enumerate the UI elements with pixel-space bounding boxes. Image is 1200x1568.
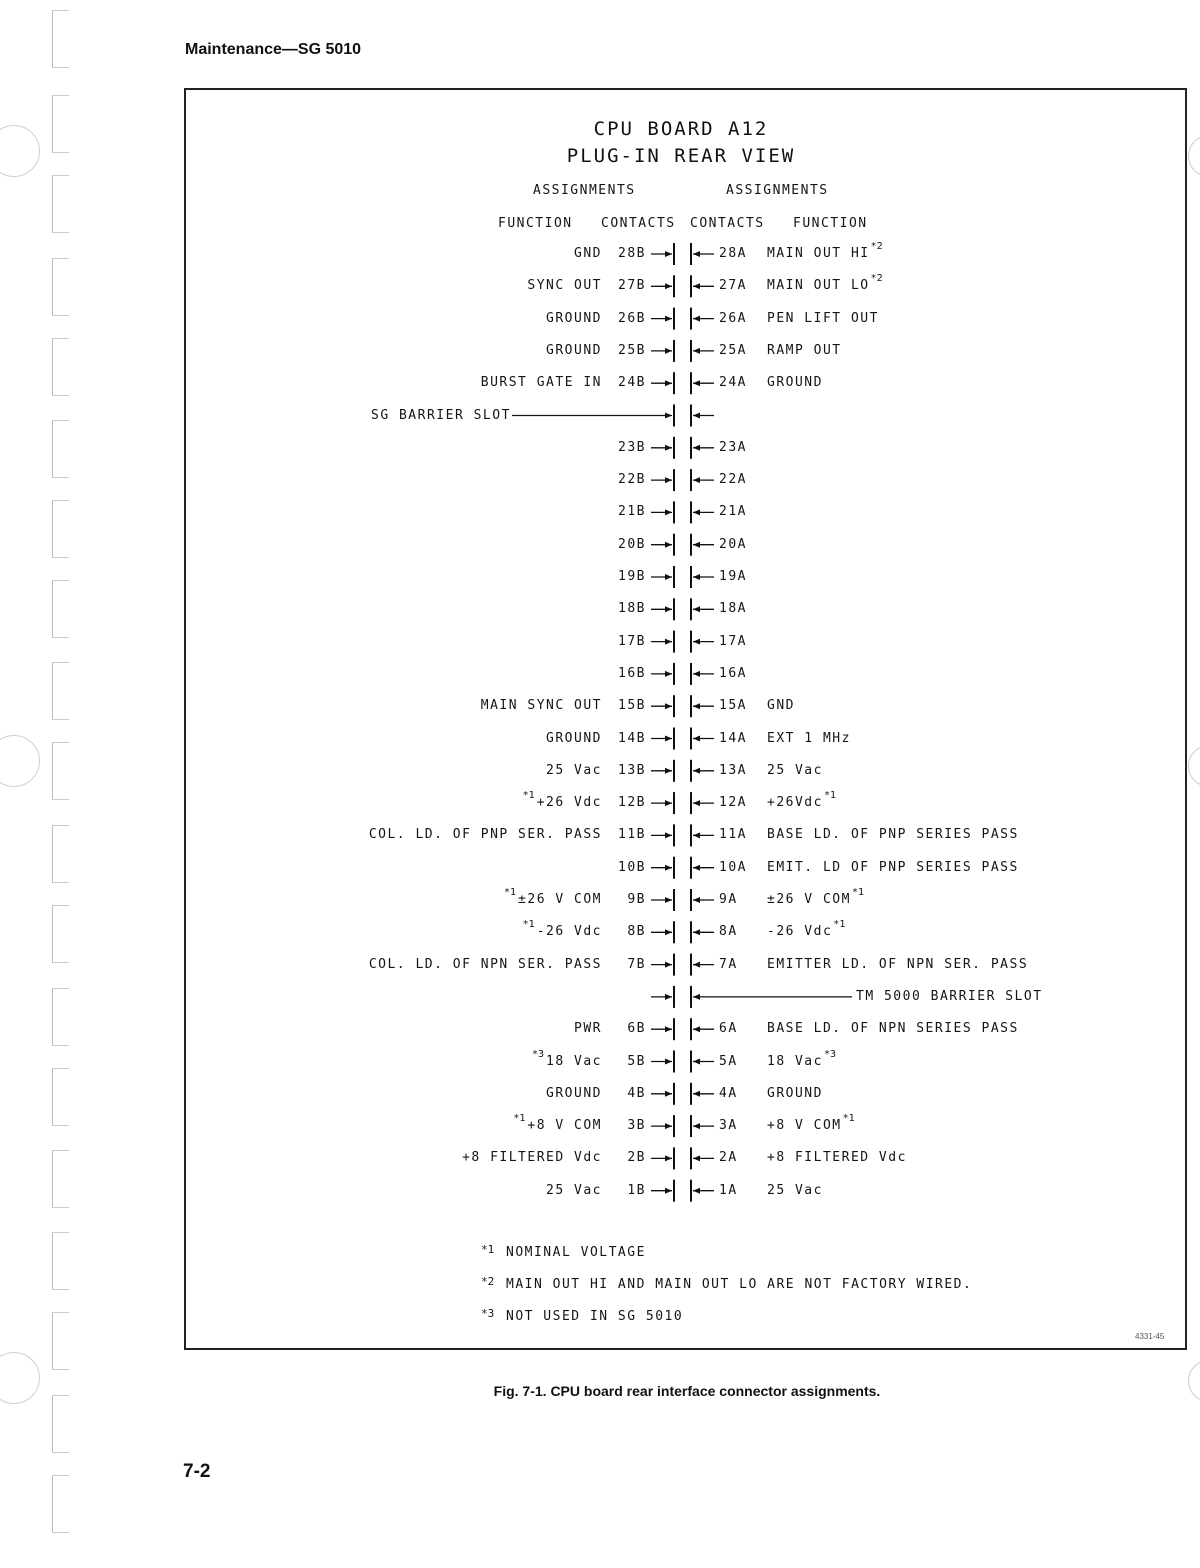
- left-function-label: GROUND: [546, 310, 602, 326]
- right-function-label: GND: [767, 698, 795, 714]
- right-function-label: 18 Vac: [767, 1053, 823, 1069]
- figure-id: 4331-45: [1135, 1332, 1165, 1341]
- left-contact-label: 28B: [618, 246, 646, 261]
- footnote-text: NOT USED IN SG 5010: [506, 1309, 684, 1324]
- right-function-label: EXT 1 MHz: [767, 730, 851, 746]
- right-contact-label: 7A: [719, 956, 738, 972]
- left-arrowhead: [665, 283, 672, 289]
- right-footnote-mark: *1: [842, 1113, 855, 1125]
- right-contact-label: 21A: [719, 504, 747, 520]
- right-arrowhead: [693, 1188, 700, 1194]
- left-arrowhead: [665, 736, 672, 742]
- right-footnote-mark: *1: [833, 919, 846, 931]
- right-arrowhead: [693, 509, 700, 515]
- right-arrowhead: [693, 897, 700, 903]
- left-contact-label: 20B: [618, 536, 646, 552]
- right-arrowhead: [693, 477, 700, 483]
- left-arrowhead: [665, 671, 672, 677]
- right-function-label: MAIN OUT LO: [767, 278, 870, 294]
- left-contact-label: 10B: [618, 859, 646, 875]
- left-function-label: +8 V COM: [527, 1118, 602, 1134]
- footnote-mark: *3: [481, 1307, 495, 1320]
- left-contact-label: 11B: [618, 827, 646, 843]
- left-contact-label: 27B: [618, 278, 646, 294]
- right-function-label: +8 V COM: [767, 1118, 842, 1134]
- left-contact-label: 13B: [618, 762, 646, 778]
- right-function-header: FUNCTION: [793, 216, 868, 231]
- left-contact-label: 2B: [627, 1150, 646, 1166]
- left-function-label: -26 Vdc: [536, 924, 602, 940]
- left-contact-label: 6B: [627, 1021, 646, 1037]
- left-arrowhead: [665, 962, 672, 968]
- left-arrowhead: [665, 703, 672, 709]
- right-arrowhead: [693, 994, 700, 1000]
- left-arrowhead: [665, 477, 672, 483]
- left-function-label: COL. LD. OF PNP SER. PASS: [368, 827, 602, 843]
- right-footnote-mark: *3: [823, 1048, 837, 1060]
- left-arrowhead: [665, 1059, 672, 1065]
- left-arrowhead: [665, 1091, 672, 1097]
- footnote-mark: *1: [481, 1243, 495, 1256]
- left-function-label: PWR: [574, 1021, 602, 1037]
- right-contact-label: 19A: [719, 569, 747, 584]
- left-arrowhead: [665, 413, 672, 419]
- left-arrowhead: [665, 606, 672, 612]
- left-arrowhead: [665, 509, 672, 515]
- right-arrowhead: [693, 1155, 700, 1161]
- left-function-label: GROUND: [546, 1085, 602, 1101]
- sg-barrier-slot-label: SG BARRIER SLOT: [371, 407, 511, 423]
- right-arrowhead: [693, 251, 700, 257]
- left-contact-label: 9B: [627, 892, 646, 907]
- right-contact-label: 23A: [719, 439, 747, 455]
- right-function-label: GROUND: [767, 1085, 823, 1101]
- right-contact-label: 25A: [719, 342, 747, 358]
- right-function-label: EMITTER LD. OF NPN SER. PASS: [767, 956, 1029, 972]
- right-arrowhead: [693, 800, 700, 806]
- right-function-label: 25 Vac: [767, 1182, 823, 1198]
- right-function-label: PEN LIFT OUT: [767, 310, 879, 326]
- left-arrowhead: [665, 1026, 672, 1032]
- right-contact-label: 3A: [719, 1118, 738, 1134]
- right-contact-label: 12A: [719, 795, 747, 811]
- left-contact-label: 12B: [618, 795, 646, 811]
- left-contact-label: 14B: [618, 730, 646, 746]
- left-arrowhead: [665, 897, 672, 903]
- left-contact-label: 4B: [627, 1085, 646, 1101]
- left-arrowhead: [665, 832, 672, 838]
- left-arrowhead: [665, 768, 672, 774]
- right-arrowhead: [693, 1091, 700, 1097]
- right-contact-label: 6A: [719, 1021, 738, 1037]
- left-contact-label: 24B: [618, 375, 646, 391]
- right-contact-label: 28A: [719, 246, 747, 261]
- left-arrowhead: [665, 865, 672, 871]
- left-function-label: 18 Vac: [546, 1053, 602, 1069]
- left-function-label: BURST GATE IN: [480, 375, 602, 391]
- right-arrowhead: [693, 865, 700, 871]
- right-contact-label: 26A: [719, 310, 747, 326]
- left-contact-label: 26B: [618, 310, 646, 326]
- left-function-label: GROUND: [546, 730, 602, 746]
- left-function-label: 25 Vac: [546, 1182, 602, 1198]
- left-footnote-mark: *1: [504, 887, 517, 898]
- right-contact-label: 27A: [719, 278, 747, 294]
- left-contact-label: 23B: [618, 439, 646, 455]
- right-footnote-mark: *1: [823, 790, 837, 802]
- left-function-label: ±26 V COM: [518, 892, 602, 907]
- left-arrowhead: [665, 251, 672, 257]
- left-footnote-mark: *3: [531, 1048, 545, 1060]
- right-arrowhead: [693, 1059, 700, 1065]
- left-arrowhead: [665, 542, 672, 548]
- right-arrowhead: [693, 413, 700, 419]
- left-footnote-mark: *1: [522, 919, 535, 931]
- left-contact-label: 19B: [618, 569, 646, 584]
- right-function-label: ±26 V COM: [767, 892, 851, 907]
- tm5000-barrier-slot-label: TM 5000 BARRIER SLOT: [856, 988, 1043, 1004]
- right-function-label: EMIT. LD OF PNP SERIES PASS: [767, 859, 1019, 875]
- right-contact-label: 13A: [719, 762, 747, 778]
- right-footnote-mark: *1: [851, 887, 864, 898]
- left-contact-label: 8B: [627, 924, 646, 940]
- right-arrowhead: [693, 671, 700, 677]
- left-footnote-mark: *1: [513, 1113, 526, 1125]
- diagram-title: CPU BOARD A12: [593, 118, 769, 140]
- right-arrowhead: [693, 380, 700, 386]
- right-arrowhead: [693, 316, 700, 322]
- right-arrowhead: [693, 929, 700, 935]
- footnote-text: NOMINAL VOLTAGE: [506, 1245, 646, 1260]
- right-footnote-mark: *2: [870, 273, 883, 285]
- right-function-label: BASE LD. OF PNP SERIES PASS: [767, 827, 1019, 843]
- right-footnote-mark: *2: [870, 241, 883, 252]
- right-contact-label: 4A: [719, 1085, 738, 1101]
- right-arrowhead: [693, 768, 700, 774]
- left-function-label: +8 FILTERED Vdc: [462, 1150, 602, 1166]
- page-header: Maintenance—SG 5010: [185, 41, 362, 58]
- right-contact-label: 17A: [719, 633, 747, 649]
- right-contact-label: 24A: [719, 375, 747, 391]
- left-contact-label: 5B: [627, 1053, 646, 1069]
- diagram-subtitle: PLUG-IN REAR VIEW: [566, 145, 796, 167]
- right-arrowhead: [693, 348, 700, 354]
- left-arrowhead: [665, 994, 672, 1000]
- right-contact-label: 20A: [719, 536, 747, 552]
- right-arrowhead: [693, 574, 700, 580]
- right-contact-label: 5A: [719, 1053, 738, 1069]
- left-footnote-mark: *1: [522, 790, 535, 802]
- right-function-label: MAIN OUT HI: [767, 246, 870, 261]
- right-arrowhead: [693, 832, 700, 838]
- left-arrowhead: [665, 380, 672, 386]
- left-contact-label: 17B: [618, 633, 646, 649]
- left-contacts-header: CONTACTS: [601, 216, 676, 231]
- left-arrowhead: [665, 639, 672, 645]
- right-function-label: +26Vdc: [767, 795, 823, 811]
- right-contacts-header: CONTACTS: [690, 216, 765, 231]
- right-arrowhead: [693, 606, 700, 612]
- footnote-mark: *2: [481, 1275, 495, 1288]
- right-arrowhead: [693, 445, 700, 451]
- right-arrowhead: [693, 639, 700, 645]
- right-arrowhead: [693, 542, 700, 548]
- right-contact-label: 15A: [719, 698, 747, 714]
- left-arrowhead: [665, 574, 672, 580]
- right-contact-label: 1A: [719, 1182, 738, 1198]
- right-contact-label: 22A: [719, 472, 747, 488]
- right-function-label: BASE LD. OF NPN SERIES PASS: [767, 1021, 1019, 1037]
- right-function-label: GROUND: [767, 375, 823, 391]
- left-function-label: MAIN SYNC OUT: [480, 698, 602, 714]
- left-arrowhead: [665, 1155, 672, 1161]
- right-contact-label: 18A: [719, 601, 747, 617]
- page-number: 7-2: [183, 1461, 211, 1482]
- right-arrowhead: [693, 283, 700, 289]
- left-contact-label: 7B: [627, 956, 646, 972]
- left-function-label: +26 Vdc: [536, 795, 602, 811]
- right-contact-label: 16A: [719, 665, 747, 681]
- left-arrowhead: [665, 316, 672, 322]
- left-arrowhead: [665, 1123, 672, 1129]
- right-function-label: 25 Vac: [767, 762, 823, 778]
- left-contact-label: 3B: [627, 1118, 646, 1134]
- left-contact-label: 16B: [618, 665, 646, 681]
- right-function-label: +8 FILTERED Vdc: [767, 1150, 907, 1166]
- right-function-label: RAMP OUT: [767, 342, 842, 358]
- left-arrowhead: [665, 800, 672, 806]
- right-contact-label: 10A: [719, 859, 747, 875]
- left-contact-label: 18B: [618, 601, 646, 617]
- left-contact-label: 21B: [618, 504, 646, 520]
- right-arrowhead: [693, 962, 700, 968]
- right-contact-label: 9A: [719, 892, 738, 907]
- left-arrowhead: [665, 1188, 672, 1194]
- right-contact-label: 14A: [719, 730, 747, 746]
- right-function-label: -26 Vdc: [767, 924, 833, 940]
- footnote-text: MAIN OUT HI AND MAIN OUT LO ARE NOT FACTORY WIRED.: [506, 1277, 973, 1292]
- right-assignments-header: ASSIGNMENTS: [726, 183, 829, 198]
- left-function-label: GROUND: [546, 342, 602, 358]
- left-contact-label: 25B: [618, 342, 646, 358]
- left-assignments-header: ASSIGNMENTS: [533, 183, 636, 198]
- left-function-header: FUNCTION: [498, 216, 573, 231]
- right-contact-label: 11A: [719, 827, 747, 843]
- left-function-label: SYNC OUT: [527, 278, 602, 294]
- figure-caption: Fig. 7-1. CPU board rear interface connector assignments.: [493, 1383, 881, 1399]
- left-contact-label: 15B: [618, 698, 646, 714]
- right-arrowhead: [693, 703, 700, 709]
- left-contact-label: 1B: [627, 1182, 646, 1198]
- right-arrowhead: [693, 736, 700, 742]
- left-arrowhead: [665, 929, 672, 935]
- left-contact-label: 22B: [618, 472, 646, 488]
- right-contact-label: 8A: [719, 924, 738, 940]
- right-arrowhead: [693, 1026, 700, 1032]
- left-function-label: 25 Vac: [546, 762, 602, 778]
- left-function-label: GND: [574, 246, 602, 261]
- left-arrowhead: [665, 445, 672, 451]
- right-arrowhead: [693, 1123, 700, 1129]
- right-contact-label: 2A: [719, 1150, 738, 1166]
- left-arrowhead: [665, 348, 672, 354]
- left-function-label: COL. LD. OF NPN SER. PASS: [368, 956, 602, 972]
